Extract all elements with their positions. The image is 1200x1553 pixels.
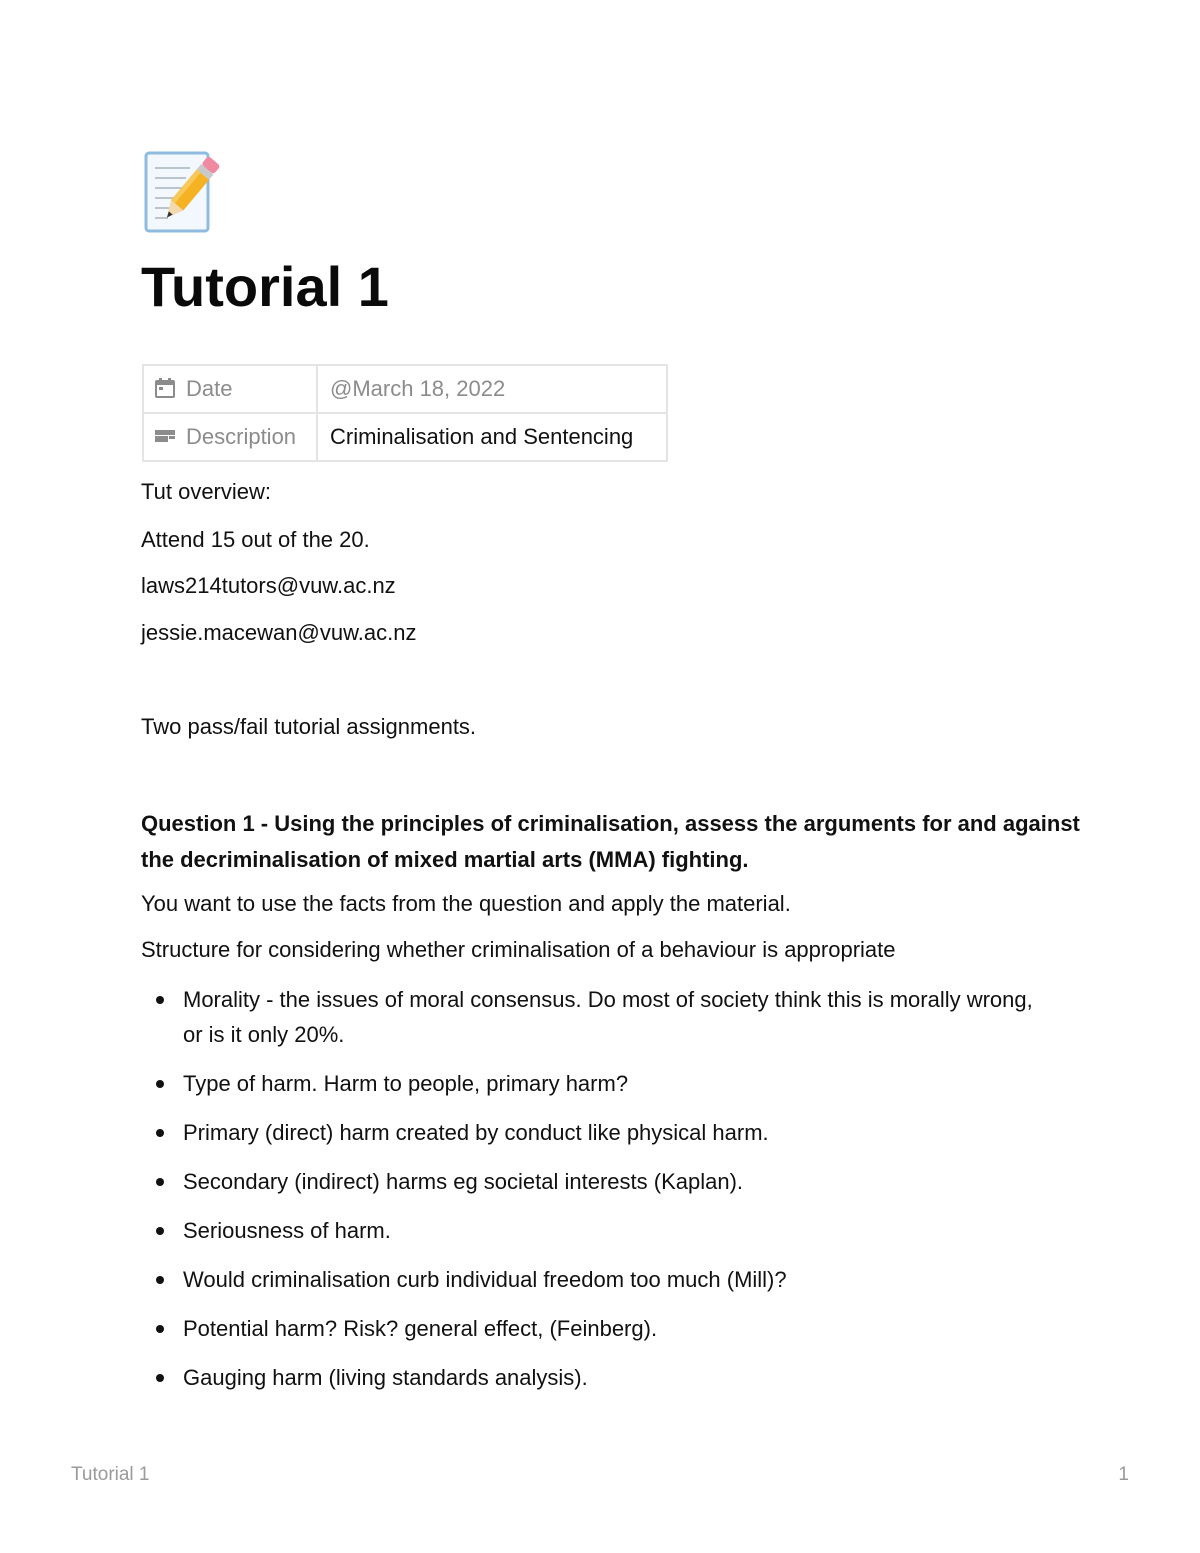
calendar-icon: [154, 377, 176, 399]
structure-text: Structure for considering whether criminalisation of a behaviour is appropriate: [141, 937, 896, 962]
property-key-label: Date: [186, 376, 233, 401]
bullet-dot: [156, 1325, 164, 1333]
property-key-label: Description: [186, 424, 297, 449]
facts-text: You want to use the facts from the question and apply the material.: [141, 891, 791, 916]
properties-table: [142, 364, 668, 462]
property-row-description: [143, 413, 667, 461]
question-heading: Question 1 - Using the principles of criminalisation, assess the arguments for and against the decriminalisation of mixed martial arts (MMA) fighting.: [141, 811, 1080, 872]
list-item: [141, 1311, 1041, 1346]
list-item: [141, 1262, 1041, 1297]
list-item: [141, 1213, 1041, 1248]
list-item: [141, 1360, 1041, 1395]
property-value-date[interactable]: @March 18, 2022: [317, 365, 667, 413]
property-value-description[interactable]: Criminalisation and Sentencing: [317, 413, 667, 461]
tutors-email: laws214tutors@vuw.ac.nz: [141, 573, 396, 598]
property-key-cell: [143, 413, 317, 461]
criteria-list: [141, 982, 1041, 1409]
list-item: [141, 1115, 1041, 1150]
memo-pencil-icon: [142, 150, 232, 240]
list-item: [141, 982, 1041, 1052]
bullet-dot: [156, 1227, 164, 1235]
list-item-text: Would criminalisation curb individual freedom too much (Mill)?: [183, 1267, 787, 1292]
list-item: [141, 1066, 1041, 1101]
bullet-dot: [156, 1374, 164, 1382]
bullet-dot: [156, 1178, 164, 1186]
overview-text: Tut overview:: [141, 479, 272, 504]
list-item-text: Primary (direct) harm created by conduct like physical harm.: [183, 1120, 769, 1145]
footer-document-name: Tutorial 1: [71, 1464, 150, 1485]
assignments-text: Two pass/fail tutorial assignments.: [141, 714, 477, 739]
attendance-text: Attend 15 out of the 20.: [141, 527, 370, 552]
list-item-text: Secondary (indirect) harms eg societal interests (Kaplan).: [183, 1169, 744, 1194]
jessie-email: jessie.macewan@vuw.ac.nz: [141, 620, 417, 645]
property-row-date: [143, 365, 667, 413]
bullet-dot: [156, 1129, 164, 1137]
text-lines-icon: [154, 425, 176, 447]
list-item-text: Potential harm? Risk? general effect, (Feinberg).: [183, 1316, 658, 1341]
list-item-text: Morality - the issues of moral consensus. Do most of society think this is morally wrong, or is it only 20%.: [183, 987, 1033, 1047]
list-item-text: Gauging harm (living standards analysis).: [183, 1365, 588, 1390]
list-item: [141, 1164, 1041, 1199]
bullet-dot: [156, 1276, 164, 1284]
list-item-text: Seriousness of harm.: [183, 1218, 391, 1243]
list-item-text: Type of harm. Harm to people, primary harm?: [183, 1071, 629, 1096]
bullet-dot: [156, 1080, 164, 1088]
page-title: Tutorial 1: [141, 255, 389, 318]
property-key-cell: [143, 365, 317, 413]
bullet-dot: [156, 996, 164, 1004]
footer-page-number: 1: [1118, 1464, 1129, 1485]
